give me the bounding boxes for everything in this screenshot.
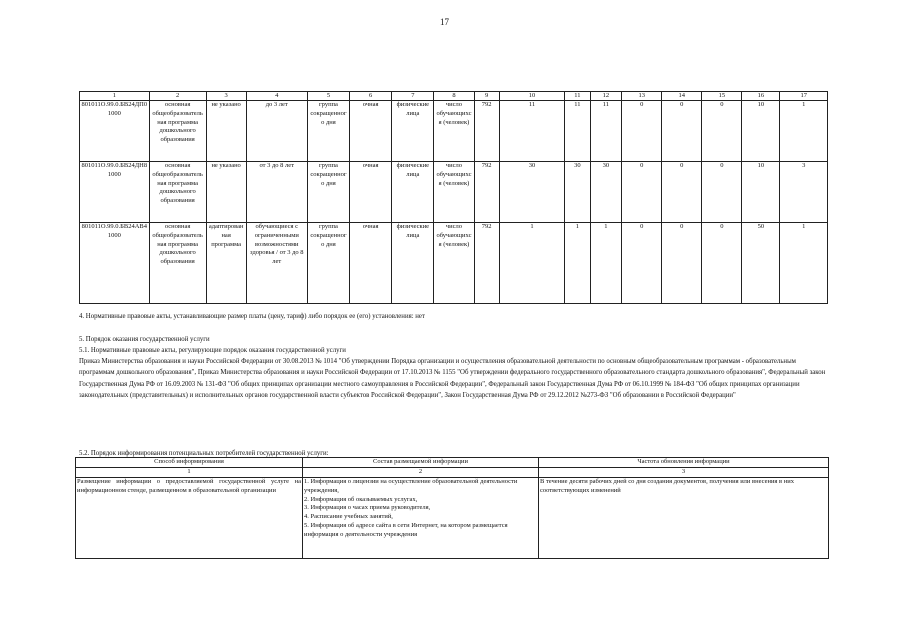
table-cell: от 3 до 8 лет [246, 162, 307, 223]
header-cell: 8 [434, 92, 474, 101]
section-4-text: 4. Нормативные правовые акты, устанавливающие размер платы (цену, тариф) либо порядок ее (его) установления: нет [79, 313, 425, 320]
header-cell: Частота обновления информации [539, 458, 829, 468]
frequency-cell: В течение десяти рабочих дней со дня создания документов, получения или внесения в них соответствующих изменений [539, 478, 829, 559]
table-cell: 0 [622, 162, 662, 223]
table-cell: число обучающихся (человек) [434, 223, 474, 304]
header-cell: 1 [80, 92, 150, 101]
table-cell: основная общеобразовательная программа дошкольного образования [149, 162, 206, 223]
table-header-row [76, 458, 829, 468]
header-cell: 13 [622, 92, 662, 101]
table-cell: 792 [474, 101, 499, 162]
section-5-1-text: Приказ Министерства образования и науки Российской Федерации от 30.08.2013 № 1014 "Об утверждении Порядка организации и осуществления образовательной деятельности по основным общеобразовательным программам - образовательным программам дошкольного образования", Приказ Министерства образования и науки Российской Федерации от 17.10.2013 № 1155 "Об утверждении федерального государственного образовательного стандарта дошкольного образования", Федеральный закон Государственная Дума РФ от 16.09.2003 № 131-ФЗ "Об общих принципах организации местного самоуправления в Российской Федерации", Федеральный закон Государственная Дума РФ от 06.10.1999 № 184-ФЗ "Об общих принципах организации законодательных (представительных) и исполнительных органов государственной власти субъектов Российской Федерации", Закон Государственная Дума РФ от 29.12.2012 №273-ФЗ "Об образовании в Российской Федерации" [79, 358, 826, 400]
table-cell: очная [350, 101, 392, 162]
page-number: 17 [440, 17, 449, 27]
table-row [80, 162, 828, 223]
table-cell: физические лица [392, 101, 434, 162]
table-cell: 50 [742, 223, 780, 304]
list-item: 1. Информация о лицензии на осуществление образовательной деятельности учреждения, [304, 478, 518, 494]
table-cell: группа сокращенного дня [307, 223, 349, 304]
table-cell: 792 [474, 162, 499, 223]
header-cell: 3 [539, 468, 829, 478]
header-cell: 3 [206, 92, 246, 101]
table-cell: 1 [780, 101, 828, 162]
table-cell: 0 [622, 101, 662, 162]
table-cell: 1 [780, 223, 828, 304]
header-cell: 1 [76, 468, 303, 478]
table-cell: очная [350, 223, 392, 304]
table-cell: обучающиеся с ограниченными возможностями здоровья / от 3 до 8 лет [246, 223, 307, 304]
table-cell: 11 [499, 101, 564, 162]
table-cell: 792 [474, 223, 499, 304]
header-cell: 16 [742, 92, 780, 101]
table-cell: 0 [662, 162, 702, 223]
table-row [80, 101, 828, 162]
section-5-2-title: 5.2. Порядок информирования потенциальных потребителей государственной услуги: [79, 450, 329, 457]
table-cell: очная [350, 162, 392, 223]
table-cell: группа сокращенного дня [307, 162, 349, 223]
table-cell: адаптированная программа [206, 223, 246, 304]
header-cell: 12 [590, 92, 622, 101]
header-cell: 4 [246, 92, 307, 101]
table-cell: основная общеобразовательная программа дошкольного образования [149, 101, 206, 162]
indicators-table [79, 91, 828, 304]
table-cell: физические лица [392, 223, 434, 304]
header-cell: 15 [702, 92, 742, 101]
table-cell: 11 [590, 101, 622, 162]
table-row [76, 478, 829, 559]
table-cell: 801011О.99.0.БВ24ДН81000 [80, 162, 150, 223]
table-cell: 801011О.99.0.БВ24ДП01000 [80, 101, 150, 162]
header-cell: Состав размещаемой информации [303, 458, 539, 468]
table-cell: 0 [702, 101, 742, 162]
table-cell: 10 [742, 101, 780, 162]
table-cell: 1 [499, 223, 564, 304]
header-cell: 5 [307, 92, 349, 101]
table-row [80, 223, 828, 304]
table-header-row [80, 92, 828, 101]
table-cell: 0 [622, 223, 662, 304]
table-cell: 0 [662, 101, 702, 162]
information-table [75, 457, 829, 559]
table-cell: не указано [206, 101, 246, 162]
header-cell: 11 [565, 92, 590, 101]
table-cell: 11 [565, 101, 590, 162]
table-cell: 30 [499, 162, 564, 223]
table-cell: основная общеобразовательная программа дошкольного образования [149, 223, 206, 304]
table-cell: группа сокращенного дня [307, 101, 349, 162]
section-5-1-title: 5.1. Нормативные правовые акты, регулирующие порядок оказания государственной услуги [79, 347, 346, 354]
header-cell: 14 [662, 92, 702, 101]
table-cell: 801011О.99.0.БВ24АВ41000 [80, 223, 150, 304]
table-number-row [76, 468, 829, 478]
table-cell: физические лица [392, 162, 434, 223]
table-cell: 30 [565, 162, 590, 223]
list-item: 2. Информация об оказываемых услугах, [304, 495, 418, 503]
header-cell: Способ информирования [76, 458, 303, 468]
table-cell: до 3 лет [246, 101, 307, 162]
table-cell: 0 [702, 223, 742, 304]
table-cell: 0 [662, 223, 702, 304]
table-cell: не указано [206, 162, 246, 223]
list-item: 5. Информация об адресе сайта в сети Интернет, на котором размещается информация о деятельности учреждения [304, 521, 508, 538]
table-cell: 1 [565, 223, 590, 304]
contents-cell [303, 478, 539, 559]
list-item: 4. Расписание учебных занятий, [304, 513, 393, 521]
method-cell: Размещение информации о предоставляемой государственной услуге на информационном стенде, размещенном в образовательной организации [76, 478, 303, 559]
header-cell: 9 [474, 92, 499, 101]
header-cell: 2 [303, 468, 539, 478]
section-5-title: 5. Порядок оказания государственной услуги [79, 336, 210, 343]
header-cell: 6 [350, 92, 392, 101]
table-cell: 0 [702, 162, 742, 223]
table-cell: 10 [742, 162, 780, 223]
table-cell: 30 [590, 162, 622, 223]
table-cell: 1 [590, 223, 622, 304]
header-cell: 2 [149, 92, 206, 101]
list-item: 3. Информация о часах приема руководителя, [304, 504, 431, 512]
table-cell: число обучающихся (человек) [434, 101, 474, 162]
table-cell: 3 [780, 162, 828, 223]
header-cell: 17 [780, 92, 828, 101]
header-cell: 10 [499, 92, 564, 101]
header-cell: 7 [392, 92, 434, 101]
table-cell: число обучающихся (человек) [434, 162, 474, 223]
